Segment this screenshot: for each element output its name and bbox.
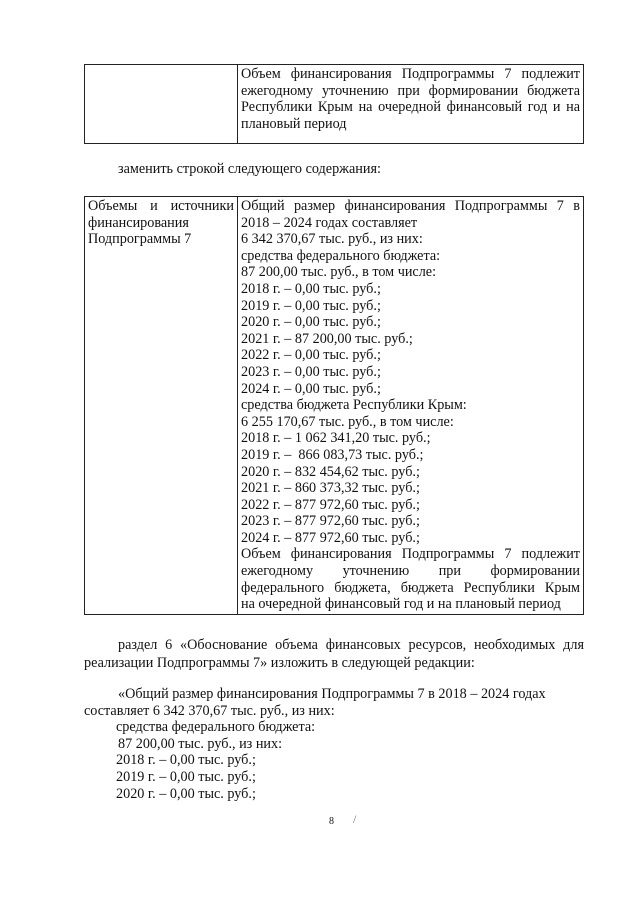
text-line: Подпрограммы 7 <box>88 231 192 248</box>
table-fragment-top <box>84 64 584 144</box>
text-line: 2021 г. – 87 200,00 тыс. руб.; <box>241 330 413 347</box>
text-line: 6 342 370,67 тыс. руб., из них: <box>241 231 423 248</box>
text-line: 2018 г. – 0,00 тыс. руб.; <box>116 752 256 769</box>
text-line: средства бюджета Республики Крым: <box>241 397 467 414</box>
section-instruction: раздел 6 «Обоснование объема финансовых ресурсов, необходимых для реализации Подпрограммы 7» изложить в следующей редакции: <box>84 637 584 671</box>
text-line: 2024 г. – 0,00 тыс. руб.; <box>241 380 381 397</box>
text-line: 2020 г. – 0,00 тыс. руб.; <box>241 314 381 331</box>
text-line: «Общий размер финансирования Подпрограммы 7 в 2018 – 2024 годах <box>118 686 546 702</box>
text-line: средства федерального бюджета: <box>116 719 316 736</box>
table-cell-funding <box>238 197 584 615</box>
text-line: на очередной финансовый год и на плановый период <box>241 596 561 613</box>
text-line: Объем финансирования Подпрограммы 7 подлежит <box>241 546 580 563</box>
text-line: 2018 г. – 1 062 341,20 тыс. руб.; <box>241 430 431 447</box>
table-passport-row <box>84 196 584 615</box>
text-line: 2020 г. – 832 454,62 тыс. руб.; <box>241 463 420 480</box>
text-line: Общий размер финансирования Подпрограммы 7 в <box>241 198 580 214</box>
text-line: 87 200,00 тыс. руб., в том числе: <box>241 264 437 281</box>
table-cell-empty <box>85 65 238 144</box>
text-line: составляет 6 342 370,67 тыс. руб., из них: <box>84 702 335 719</box>
text-line: плановый период <box>241 115 347 132</box>
text-line: 2019 г. – 0,00 тыс. руб.; <box>116 768 256 785</box>
page-number: 8 <box>329 816 334 827</box>
instruction-text: заменить строкой следующего содержания: <box>118 161 381 177</box>
text-line: 2021 г. – 860 373,32 тыс. руб.; <box>241 480 420 497</box>
table-cell-heading <box>85 197 238 615</box>
text-line: 2019 г. – 0,00 тыс. руб.; <box>241 297 381 314</box>
text-line: ежегодному уточнению при формировании <box>241 563 580 580</box>
text-line: финансирования <box>88 214 189 231</box>
scan-mark: / <box>353 812 357 826</box>
text-line: 6 255 170,67 тыс. руб., в том числе: <box>241 413 454 430</box>
text-line: Объем финансирования Подпрограммы 7 подлежит <box>241 66 580 82</box>
text-line: Объемы и источники <box>88 198 234 214</box>
text-line: 2018 – 2024 годах составляет <box>241 214 418 231</box>
text-line: средства федерального бюджета: <box>241 247 441 264</box>
text-line: 2018 г. – 0,00 тыс. руб.; <box>241 280 381 297</box>
text-line: 2022 г. – 0,00 тыс. руб.; <box>241 347 381 364</box>
text-line: 2024 г. – 877 972,60 тыс. руб.; <box>241 529 420 546</box>
table-cell-text <box>238 65 584 144</box>
text-line: 2022 г. – 877 972,60 тыс. руб.; <box>241 496 420 513</box>
text-line: федерального бюджета, бюджета Республики Крым <box>241 579 580 596</box>
text-line: 2023 г. – 877 972,60 тыс. руб.; <box>241 513 420 530</box>
text-line: 2020 г. – 0,00 тыс. руб.; <box>116 785 256 802</box>
text-line: 2023 г. – 0,00 тыс. руб.; <box>241 363 381 380</box>
text-line: 87 200,00 тыс. руб., из них: <box>118 735 283 752</box>
text-line: ежегодному уточнению при формировании бюджета <box>241 82 580 99</box>
quoted-section-text <box>84 686 584 802</box>
text-line: 2019 г. – 866 083,73 тыс. руб.; <box>241 446 424 463</box>
text-line: Республики Крым на очередной финансовый год и на <box>241 99 580 116</box>
